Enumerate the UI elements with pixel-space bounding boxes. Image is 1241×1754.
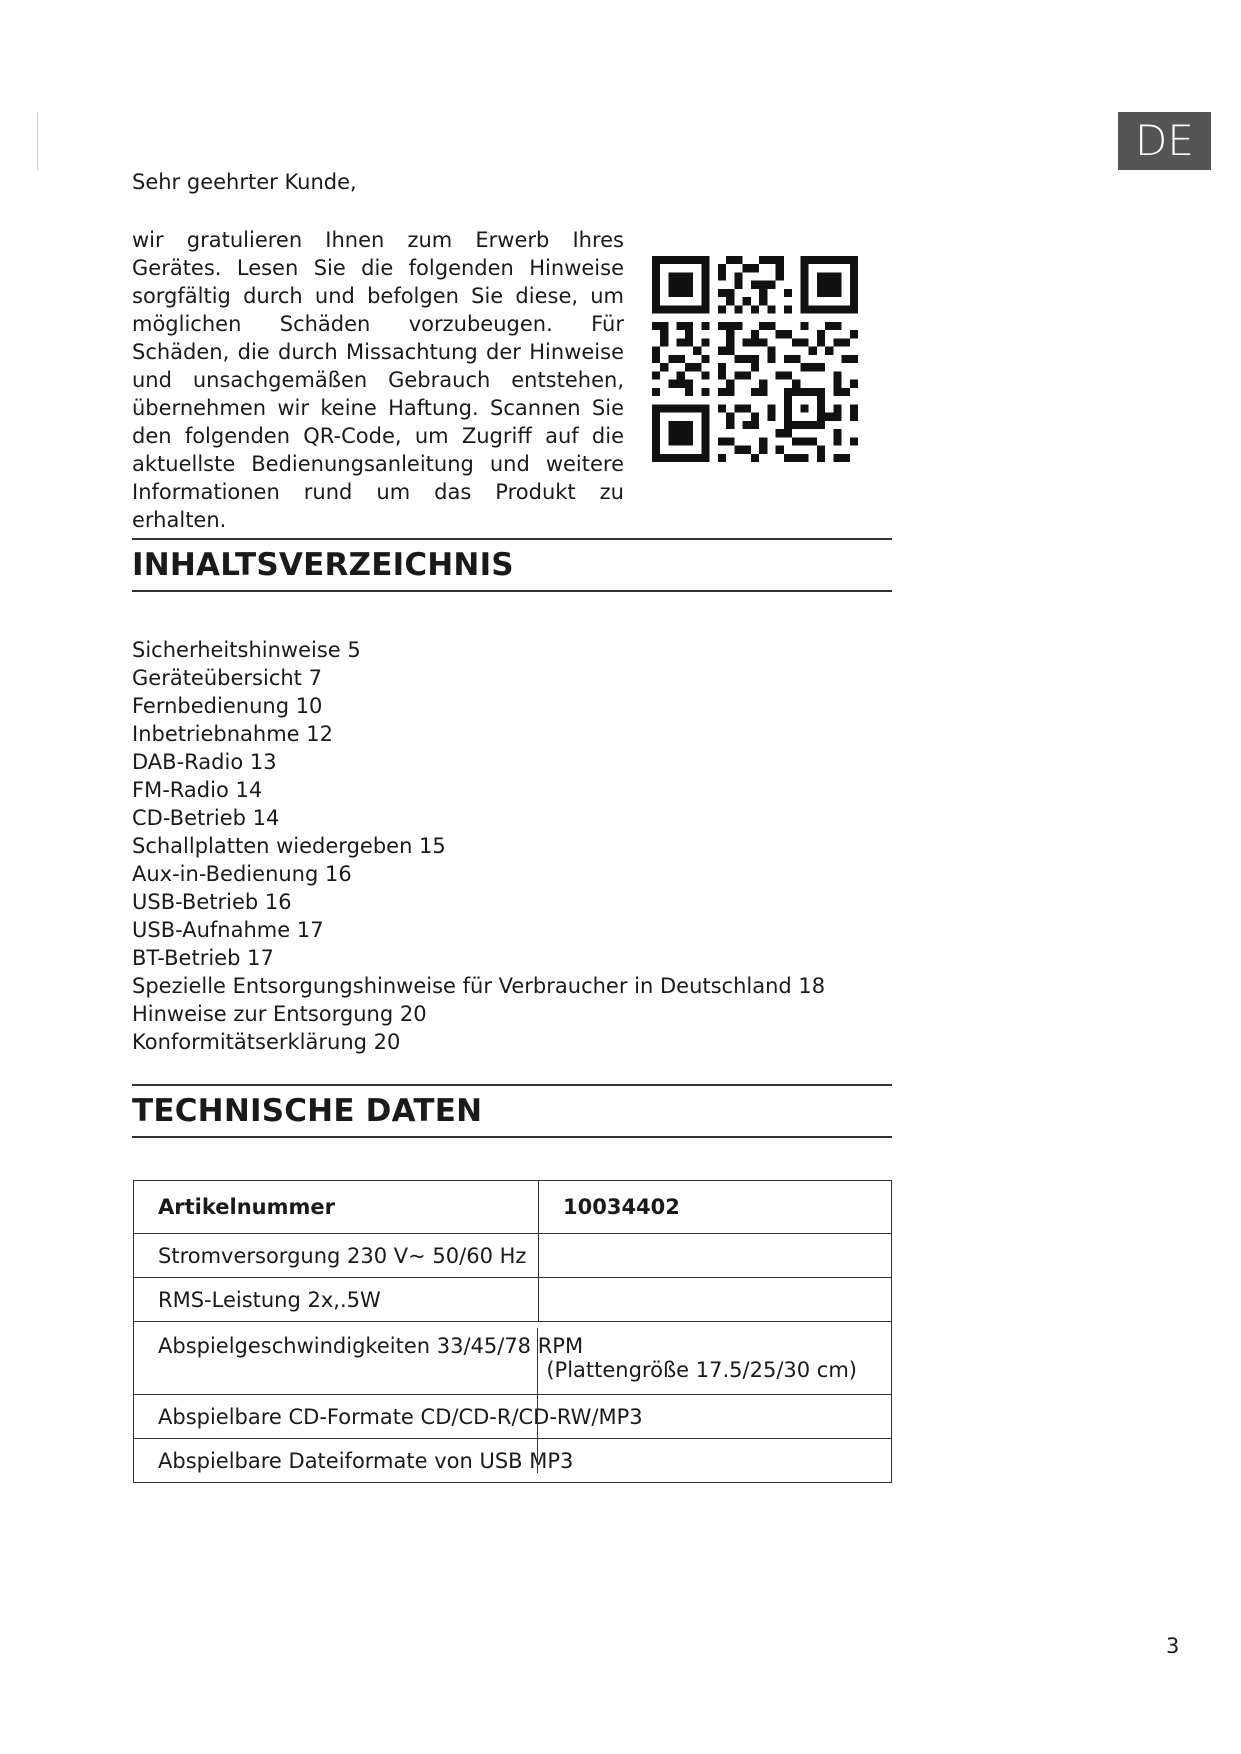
toc-item[interactable]: BT-Betrieb 17 [132, 946, 274, 970]
toc-item[interactable]: FM-Radio 14 [132, 778, 263, 802]
spec-cell: RMS-Leistung 2x,.5W [134, 1278, 539, 1322]
toc-rule-top [132, 538, 892, 540]
spec-speed-text: Abspielgeschwindigkeiten 33/45/78 RPM [158, 1334, 584, 1358]
toc-item[interactable]: Spezielle Entsorgungshinweise für Verbraucher in Deutschland 18 [132, 974, 826, 998]
table-row [134, 1395, 892, 1439]
toc-item[interactable]: CD-Betrieb 14 [132, 806, 280, 830]
toc-item[interactable]: Schallplatten wiedergeben 15 [132, 834, 446, 858]
specs-table [133, 1180, 892, 1483]
specs-header-label: Artikelnummer [134, 1181, 539, 1234]
intro-paragraph: wir gratulieren Ihnen zum Erwerb Ihres Gerätes. Lesen Sie die folgenden Hinweise sorgfältig durch und befolgen Sie diese, um möglichen Schäden vorzubeugen. Für Schäden, die durch Missachtung der Hinweise und unsachgemäßen Gebrauch entstehen, übernehmen wir keine Haftung. Scannen Sie den folgenden QR-Code, um Zugriff auf die aktuellste Bedienungsanleitung und weitere Informationen rund um das Produkt zu erhalten. [132, 228, 624, 532]
qr-code-icon[interactable] [652, 256, 858, 462]
page-number: 3 [1166, 1634, 1180, 1658]
spec-empty-cell [539, 1278, 892, 1322]
toc-item[interactable]: Konformitätserklärung 20 [132, 1030, 401, 1054]
specs-rule-bottom [132, 1136, 892, 1138]
spec-cell-speed [134, 1322, 892, 1395]
table-column-divider [537, 1328, 538, 1473]
spec-cell: Abspielbare Dateiformate von USB MP3 [134, 1439, 892, 1483]
toc-heading: INHALTSVERZEICHNIS [132, 547, 514, 583]
specs-heading: TECHNISCHE DATEN [132, 1093, 483, 1129]
toc-item[interactable]: USB-Betrieb 16 [132, 890, 292, 914]
toc-item[interactable]: Geräteübersicht 7 [132, 666, 322, 690]
spec-cell: Stromversorgung 230 V~ 50/60 Hz [134, 1234, 539, 1278]
margin-mark [37, 112, 38, 170]
toc-item[interactable]: Aux-in-Bedienung 16 [132, 862, 352, 886]
specs-rule-top [132, 1084, 892, 1086]
spec-empty-cell [539, 1234, 892, 1278]
table-row [134, 1234, 892, 1278]
toc-item[interactable]: Sicherheitshinweise 5 [132, 638, 361, 662]
toc-item[interactable]: Hinweise zur Entsorgung 20 [132, 1002, 427, 1026]
table-row [134, 1181, 892, 1234]
language-badge: DE [1118, 112, 1211, 170]
specs-header-value: 10034402 [539, 1181, 892, 1234]
table-row [134, 1322, 892, 1395]
toc-list [132, 636, 825, 1056]
spec-speed-note: (Plattengröße 17.5/25/30 cm) [546, 1358, 857, 1382]
toc-item[interactable]: Fernbedienung 10 [132, 694, 323, 718]
table-row [134, 1439, 892, 1483]
toc-item[interactable]: USB-Aufnahme 17 [132, 918, 324, 942]
toc-item[interactable]: DAB-Radio 13 [132, 750, 277, 774]
spec-cell: Abspielbare CD-Formate CD/CD-R/CD-RW/MP3 [134, 1395, 892, 1439]
greeting: Sehr geehrter Kunde, [132, 170, 357, 194]
toc-item[interactable]: Inbetriebnahme 12 [132, 722, 333, 746]
table-row [134, 1278, 892, 1322]
toc-rule-bottom [132, 590, 892, 592]
